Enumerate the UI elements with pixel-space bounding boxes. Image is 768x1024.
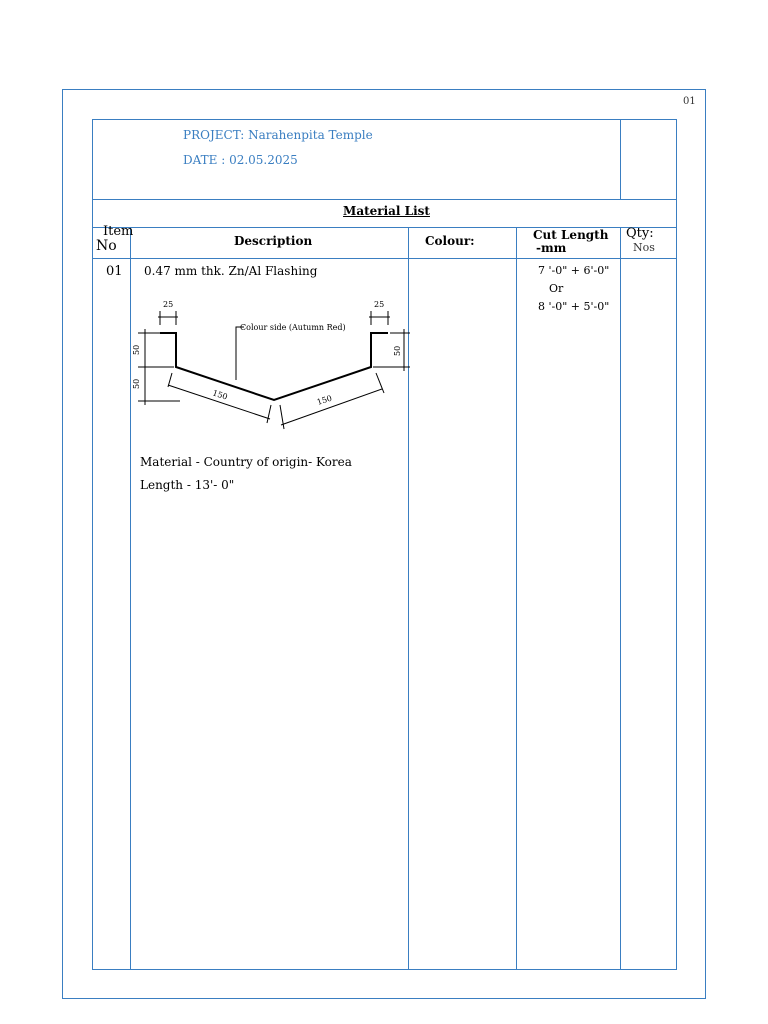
material-list-frame — [92, 119, 677, 970]
column-header-item-line2: No — [96, 238, 117, 254]
colour-side-label: Colour side (Autumn Red) — [240, 323, 346, 332]
row-cut-length-option-1: 7 '-0" + 6'-0" — [538, 264, 610, 277]
row-cut-length-or: Or — [549, 282, 564, 295]
document-date: DATE : 02.05.2025 — [183, 153, 298, 167]
material-list-title: Material List — [343, 204, 430, 218]
dim-left-upper: 50 — [132, 344, 141, 355]
dim-slope-right: 150 — [315, 393, 334, 407]
material-list-heading — [0, 204, 768, 218]
row-item-number: 01 — [106, 264, 123, 279]
dim-left-lower: 50 — [132, 378, 141, 389]
column-divider-colour — [516, 227, 517, 970]
row-cut-length-option-2: 8 '-0" + 5'-0" — [538, 300, 610, 313]
flashing-profile-drawing — [128, 295, 413, 435]
column-header-qty-line1: Qty: — [626, 226, 654, 241]
flashing-profile-outline — [160, 333, 388, 400]
project-title: PROJECT: Narahenpita Temple — [183, 128, 373, 142]
dim-slope-left: 150 — [211, 388, 229, 402]
column-header-cut-length-line2: -mm — [536, 241, 567, 255]
row-description: 0.47 mm thk. Zn/Al Flashing — [144, 264, 318, 278]
column-header-item-line1: Item — [103, 224, 134, 239]
header-right-divider — [620, 119, 621, 199]
column-header-divider — [92, 258, 677, 259]
column-header-colour: Colour: — [425, 234, 475, 248]
row-material-origin: Material - Country of origin- Korea — [140, 455, 352, 469]
dim-top-left: 25 — [163, 300, 174, 309]
column-header-qty-line2: Nos — [633, 241, 655, 254]
header-divider — [92, 199, 677, 200]
column-divider-cut-length — [620, 227, 621, 970]
page-number: 01 — [683, 96, 696, 107]
row-length: Length - 13'- 0" — [140, 478, 235, 492]
column-header-description: Description — [234, 234, 313, 248]
dim-top-right: 25 — [374, 300, 385, 309]
column-header-cut-length-line1: Cut Length — [533, 228, 609, 242]
dim-right: 50 — [393, 345, 402, 356]
